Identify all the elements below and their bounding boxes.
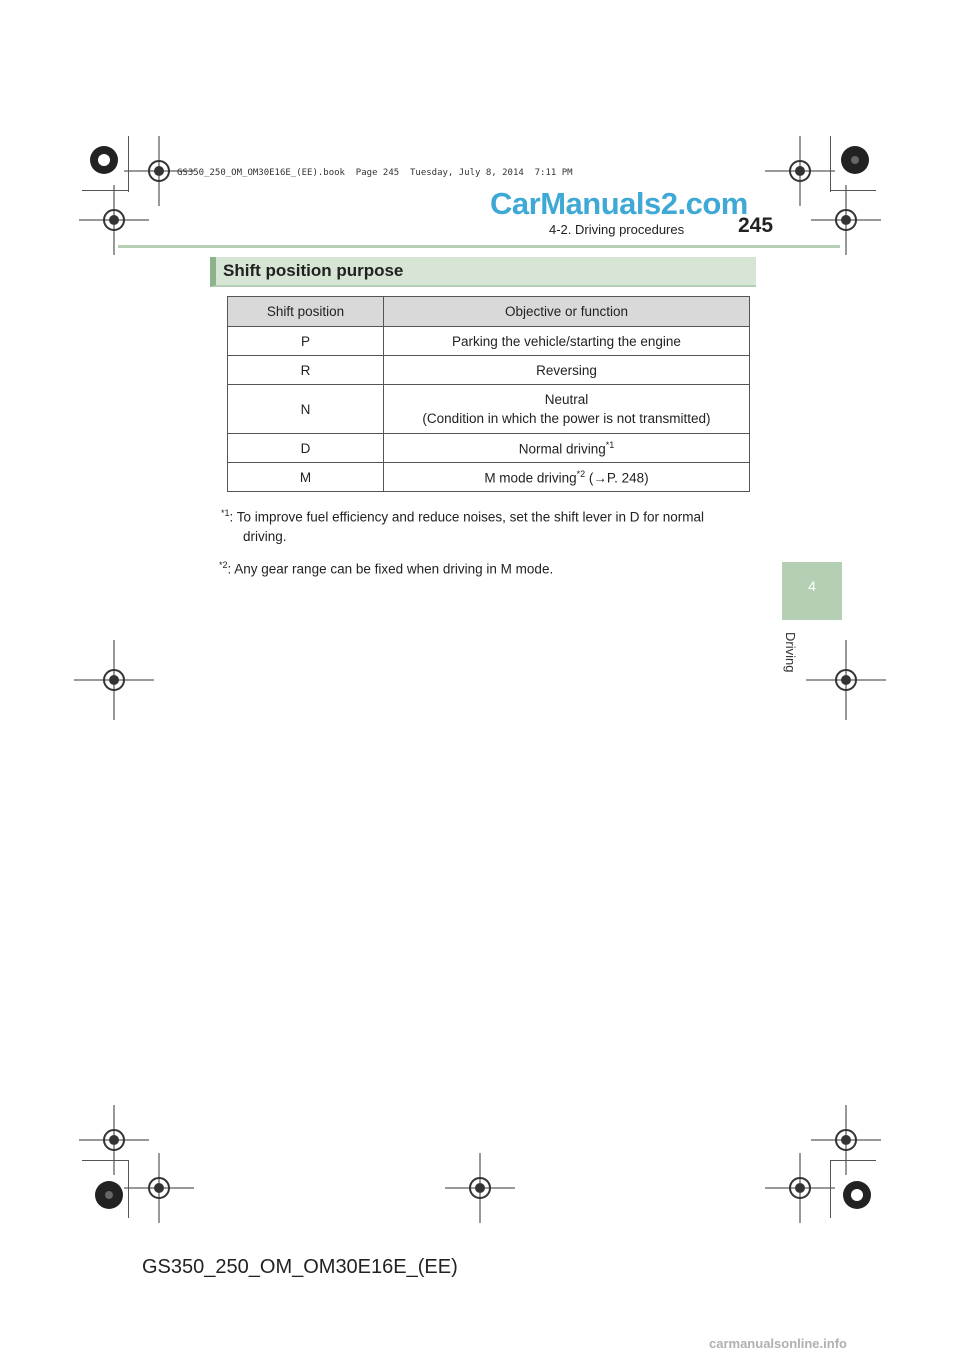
crop-line bbox=[830, 1160, 876, 1161]
crosshair-mark-icon bbox=[119, 1148, 199, 1228]
shift-position-cell: R bbox=[228, 356, 384, 385]
table-row bbox=[228, 463, 750, 492]
registration-mark-icon bbox=[817, 1155, 897, 1235]
crosshair-mark-icon bbox=[74, 180, 154, 260]
crop-line bbox=[830, 190, 876, 191]
function-cell: Parking the vehicle/starting the engine bbox=[384, 327, 750, 356]
chapter-label-text: Driving bbox=[783, 632, 798, 673]
function-line: Neutral bbox=[544, 392, 589, 407]
footnote-text: : Any gear range can be fixed when driving in M mode. bbox=[227, 561, 554, 577]
chapter-number: 4 bbox=[808, 578, 816, 594]
book-info: GS350_250_OM_OM30E16E_(EE).book Page 245 Tuesday, July 8, 2014 7:11 PM bbox=[177, 168, 573, 178]
shift-position-cell: N bbox=[228, 385, 384, 434]
shift-position-cell: D bbox=[228, 434, 384, 463]
chapter-label bbox=[780, 632, 802, 692]
crosshair-mark-icon bbox=[806, 180, 886, 260]
footnote bbox=[219, 554, 749, 581]
table-row bbox=[228, 356, 750, 385]
footnote-ref: *1 bbox=[605, 439, 615, 450]
footer-site: carmanualsonline.info bbox=[709, 1336, 847, 1351]
footer-model-code: GS350_250_OM_OM30E16E_(EE) bbox=[142, 1256, 458, 1278]
page-reference-link[interactable]: (→P. 248) bbox=[585, 470, 649, 486]
footnote bbox=[243, 525, 287, 548]
function-text: Normal driving bbox=[518, 441, 606, 457]
crosshair-mark-icon bbox=[74, 640, 154, 720]
crop-line bbox=[128, 1160, 129, 1218]
footnote-text: : To improve fuel efficiency and reduce noises, set the shift lever in D for normal bbox=[229, 509, 704, 525]
crosshair-mark-icon bbox=[440, 1148, 520, 1228]
footnote-ref: *2 bbox=[576, 468, 586, 479]
function-text: M mode driving bbox=[484, 470, 577, 486]
function-cell bbox=[384, 434, 750, 463]
footnote bbox=[221, 502, 751, 529]
table-row bbox=[228, 327, 750, 356]
page-number: 245 bbox=[738, 214, 774, 237]
crop-line bbox=[128, 136, 129, 192]
table-row bbox=[228, 385, 750, 434]
crosshair-mark-icon bbox=[806, 640, 886, 720]
shift-position-table bbox=[227, 296, 750, 492]
column-header: Shift position bbox=[228, 297, 384, 327]
function-cell: Reversing bbox=[384, 356, 750, 385]
section-title: Shift position purpose bbox=[223, 261, 404, 280]
footnote-mark: *2 bbox=[219, 560, 228, 570]
function-cell bbox=[384, 463, 750, 492]
crop-line bbox=[82, 1160, 128, 1161]
header-rule bbox=[118, 245, 840, 248]
shift-position-cell: M bbox=[228, 463, 384, 492]
footnote-mark: *1 bbox=[221, 508, 230, 518]
footnote-text: driving. bbox=[243, 529, 287, 544]
crop-line bbox=[830, 136, 831, 192]
function-line: (Condition in which the power is not transmitted) bbox=[422, 411, 711, 426]
section-header: 4-2. Driving procedures bbox=[549, 222, 685, 237]
crop-line bbox=[830, 1160, 831, 1218]
table-row bbox=[228, 434, 750, 463]
column-header: Objective or function bbox=[384, 297, 750, 327]
shift-position-cell: P bbox=[228, 327, 384, 356]
watermark-logo: CarManuals2.com bbox=[490, 186, 748, 221]
crop-line bbox=[82, 190, 128, 191]
table-header-row bbox=[228, 297, 750, 327]
function-cell bbox=[384, 385, 750, 434]
